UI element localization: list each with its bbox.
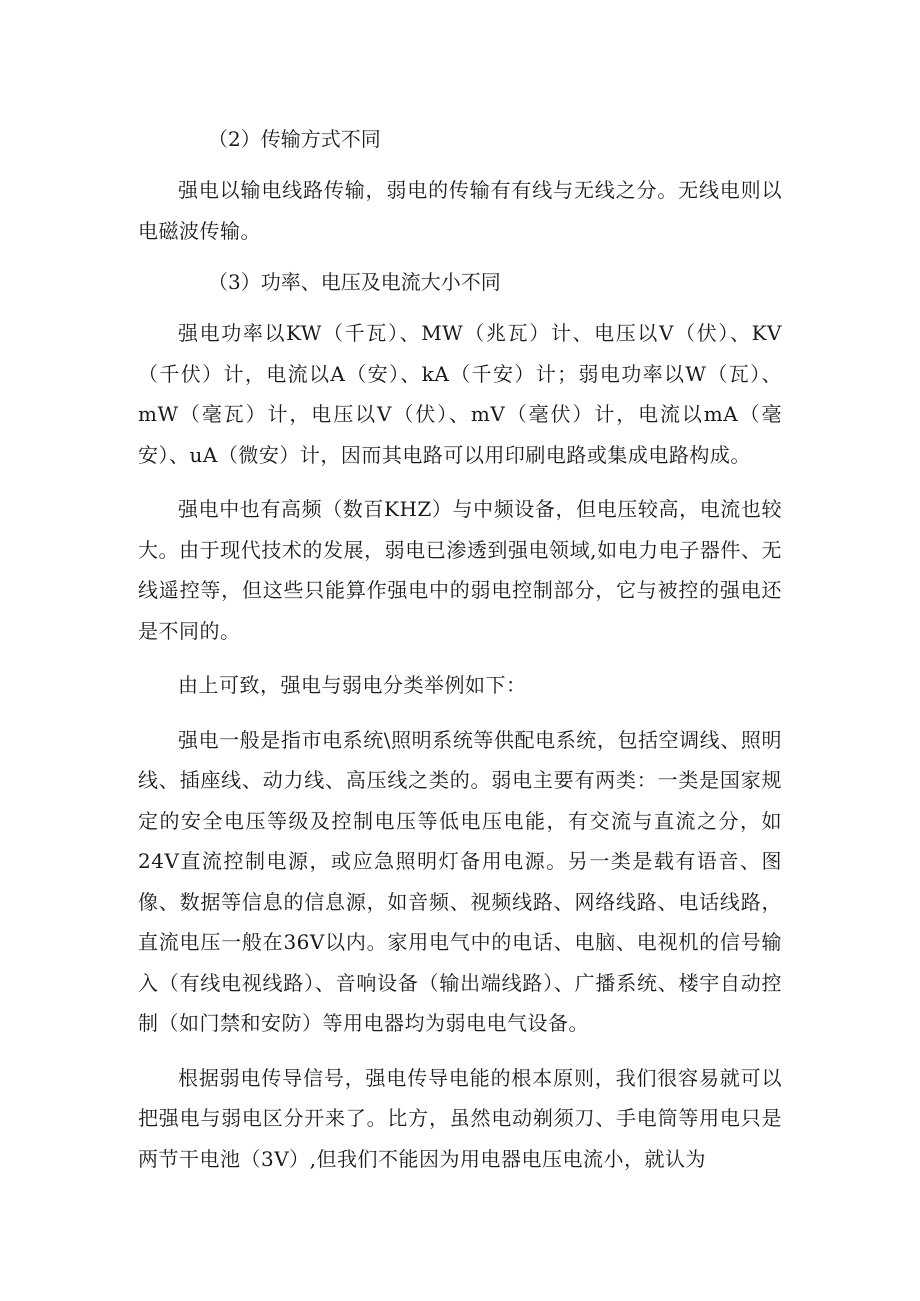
paragraph-principle: 根据弱电传导信号，强电传导电能的根本原则，我们很容易就可以把强电与弱电区分开来了。比方，虽然电动剃须刀、手电筒等用电只是两节干电池（3V）,但我们不能因为用电器电压电流小，就认为 xyxy=(138,1065,782,1171)
paragraph-classification-intro: 由上可致，强电与弱电分类举例如下： xyxy=(178,673,527,697)
section-heading-transmission: （2）传输方式不同 xyxy=(208,127,381,151)
document-body xyxy=(138,122,782,1193)
paragraph-examples: 强电一般是指市电系统\照明系统等供配电系统，包括空调线、照明线、插座线、动力线、高压线之类的。弱电主要有两类：一类是国家规定的安全电压等级及控制电压等低电压电能，有交流与直流之分，如24V直流控制电源，或应急照明灯备用电源。另一类是载有语音、图像、数据等信息的信息源，如音频、视频线路、网络线路、电话线路，直流电压一般在36V以内。家用电气中的电话、电脑、电视机的信号输入（有线电视线路）、音响设备（输出端线路）、广播系统、楼宇自动控制（如门禁和安防）等用电器均为弱电电气设备。 xyxy=(138,727,782,1035)
paragraph-transmission: 强电以输电线路传输，弱电的传输有有线与无线之分。无线电则以电磁波传输。 xyxy=(138,178,782,243)
paragraph-frequency: 强电中也有高频（数百KHZ）与中频设备，但电压较高，电流也较大。由于现代技术的发展，弱电已渗透到强电领域,如电力电子器件、无线遥控等，但这些只能算作强电中的弱电控制部分，它与被控的强电还是不同的。 xyxy=(138,497,782,643)
paragraph-power-units: 强电功率以KW（千瓦）、MW（兆瓦）计、电压以V（伏）、KV（千伏）计，电流以A（安）、kA（千安）计；弱电功率以W（瓦）、mW（毫瓦）计，电压以V（伏）、mV（毫伏）计，电流以mA（毫安）、uA（微安）计，因而其电路可以用印刷电路或集成电路构成。 xyxy=(138,321,782,467)
section-heading-power: （3）功率、电压及电流大小不同 xyxy=(208,270,501,294)
